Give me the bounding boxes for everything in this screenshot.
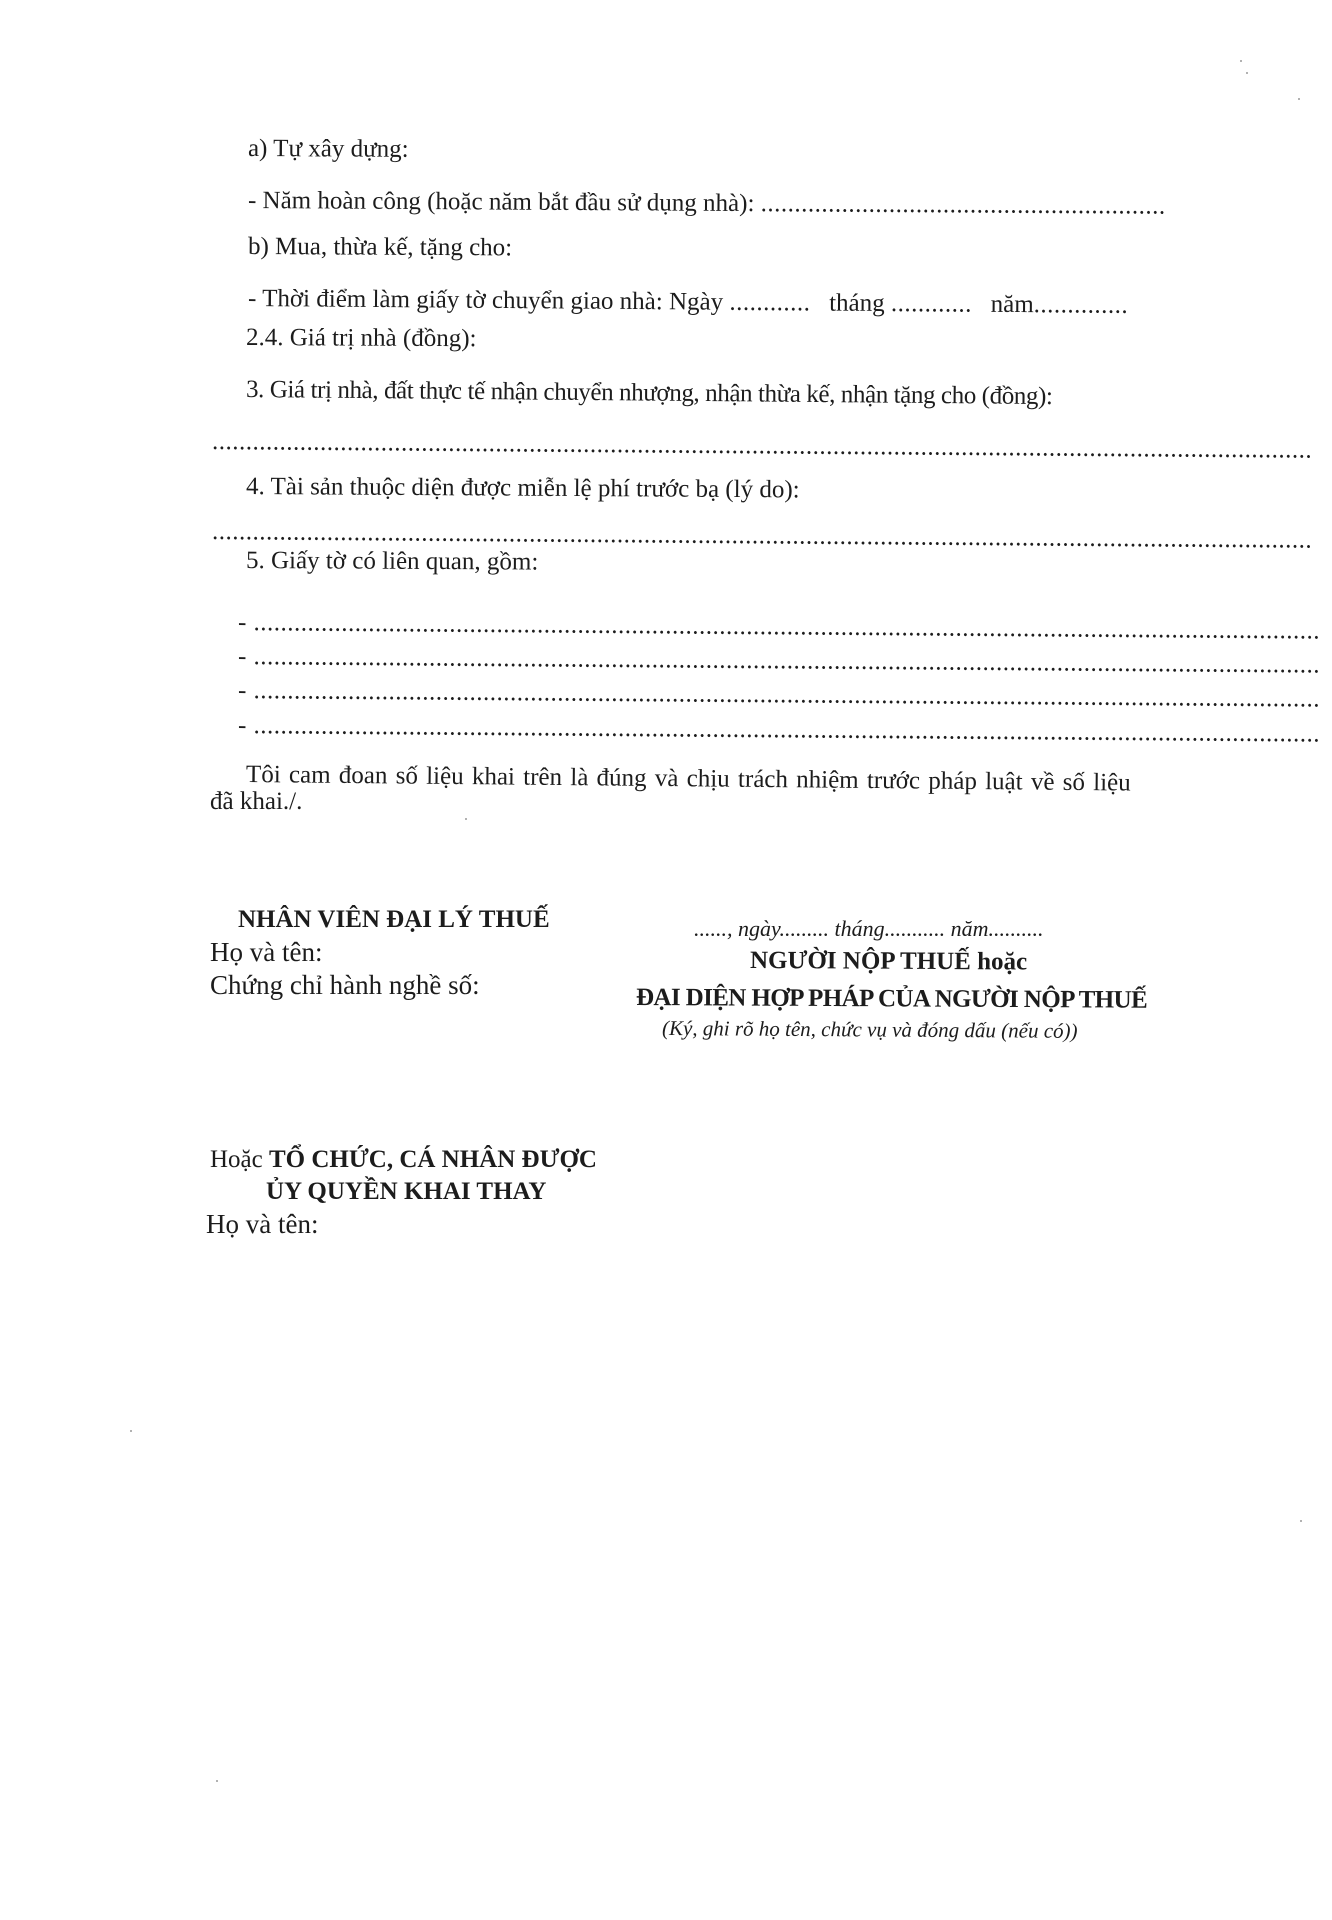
taxpayer-title: NGƯỜI NỘP THUẾ hoặc xyxy=(749,947,1028,976)
exemption-reason-field[interactable]: ................................................................................................................................................................... xyxy=(211,518,1313,554)
authorized-org-title xyxy=(210,1145,597,1175)
self-built-heading: a) Tự xây dựng: xyxy=(247,135,409,163)
related-docs-label: 5. Giấy tờ có liên quan, gồm: xyxy=(245,547,539,576)
transfer-month-field[interactable]: ............ xyxy=(890,290,973,318)
scan-speck xyxy=(465,818,467,820)
scan-speck xyxy=(1240,60,1242,62)
transfer-year-label: năm xyxy=(990,290,1034,319)
related-doc-item[interactable]: - .............................................................................................................................................................. xyxy=(237,643,1321,679)
completion-year-label: - Năm hoàn công (hoặc năm bắt đầu sử dụng nhà): xyxy=(247,187,755,218)
scan-speck xyxy=(1300,1520,1302,1522)
related-doc-item[interactable]: - .............................................................................................................................................................. xyxy=(237,609,1321,645)
tax-agent-name-label: Họ và tên: xyxy=(210,937,323,967)
transfer-month-label: tháng xyxy=(829,289,885,318)
transfer-day-field[interactable]: ............ xyxy=(729,288,811,317)
signature-instruction: (Ký, ghi rõ họ tên, chức vụ và đóng dấu (nếu có)) xyxy=(661,1016,1078,1043)
declaration-line-2: đã khai./. xyxy=(210,788,303,815)
completion-year-field[interactable]: ............................................................ xyxy=(760,190,1166,220)
completion-year-line xyxy=(248,186,1166,222)
exemption-reason-label: 4. Tài sản thuộc diện được miễn lệ phí trước bạ (lý do): xyxy=(245,473,800,504)
scan-speck xyxy=(1298,98,1300,100)
declaration-line-1: Tôi cam đoan số liệu khai trên là đúng và chịu trách nhiệm trước pháp luật về số liệu xyxy=(245,761,1131,797)
related-doc-item[interactable]: - .............................................................................................................................................................. xyxy=(237,677,1321,713)
actual-value-label: 3. Giá trị nhà, đất thực tế nhận chuyển nhượng, nhận thừa kế, nhận tặng cho (đồng): xyxy=(245,376,1053,411)
house-value-label: 2.4. Giá trị nhà (đồng): xyxy=(245,324,477,353)
transfer-year-field[interactable]: .............. xyxy=(1033,291,1129,319)
transfer-date-line xyxy=(248,284,1128,321)
related-doc-item[interactable]: - .............................................................................................................................................................. xyxy=(237,712,1321,748)
legal-representative-title: ĐẠI DIỆN HỢP PHÁP CỦA NGƯỜI NỘP THUẾ xyxy=(635,984,1148,1014)
purchase-heading: b) Mua, thừa kế, tặng cho: xyxy=(247,233,513,262)
actual-value-field[interactable]: ................................................................................................................................................................... xyxy=(211,428,1313,464)
authorized-org-title-1: TỔ CHỨC, CÁ NHÂN ĐƯỢC xyxy=(269,1146,597,1173)
signature-date-line: ......, ngày......... tháng........... năm.......... xyxy=(694,916,1044,941)
tax-agent-title: NHÂN VIÊN ĐẠI LÝ THUẾ xyxy=(238,906,550,933)
scan-speck xyxy=(130,1430,132,1432)
authorized-org-title-2: ỦY QUYỀN KHAI THAY xyxy=(266,1178,547,1205)
scan-speck xyxy=(1246,72,1248,74)
authorized-prefix: Hoặc xyxy=(210,1146,269,1173)
tax-agent-cert-label: Chứng chỉ hành nghề số: xyxy=(210,970,480,1000)
authorized-name-label: Họ và tên: xyxy=(206,1209,319,1239)
transfer-date-label: - Thời điểm làm giấy tờ chuyển giao nhà: Ngày xyxy=(247,285,724,316)
scan-speck xyxy=(216,1780,218,1782)
